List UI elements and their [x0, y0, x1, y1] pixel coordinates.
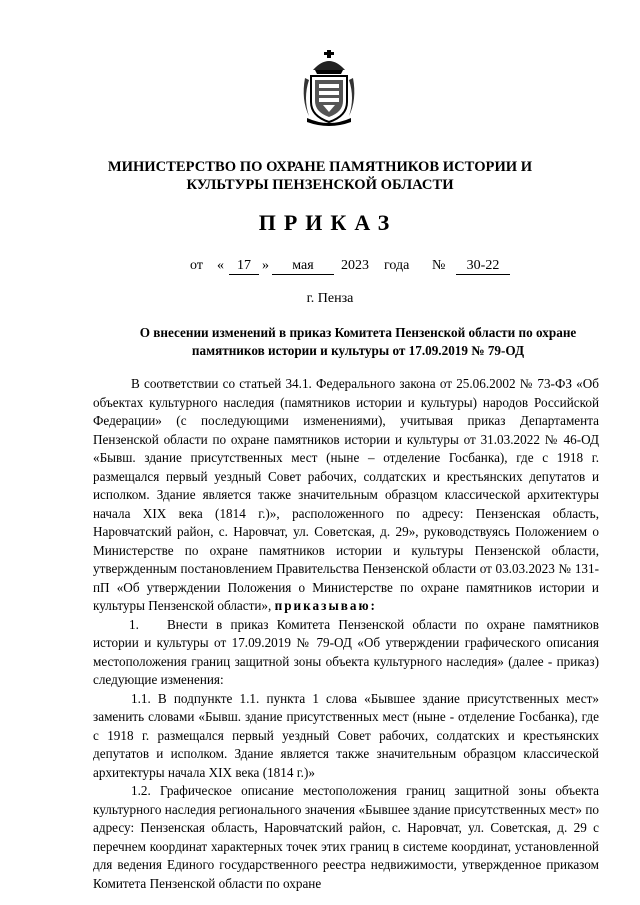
- order-subject: [118, 324, 598, 360]
- ministry-name: [80, 158, 560, 194]
- order-year: 2023: [341, 258, 369, 273]
- year-word: года: [384, 258, 410, 273]
- order-directive: приказываю:: [274, 598, 377, 613]
- city: г. Пенза: [306, 291, 354, 306]
- order-title: ПРИКАЗ: [258, 210, 398, 235]
- order-body: [93, 375, 599, 893]
- date-prefix: от: [190, 258, 203, 273]
- number-sign: №: [432, 258, 446, 273]
- date-quote-close: »: [262, 258, 269, 273]
- ministry-name-line2: КУЛЬТУРЫ ПЕНЗЕНСКОЙ ОБЛАСТИ: [186, 177, 454, 193]
- preamble-paragraph: [93, 375, 599, 616]
- order-number: 30-22: [456, 258, 510, 275]
- order-subject-line1: О внесении изменений в приказ Комитета Пензенской области по охране: [139, 325, 577, 340]
- clause-1-text: Внести в приказ Комитета Пензенской области по охране памятников истории и культуры от 17.09.2019 № 79-ОД «Об утверждении графического описания местоположения границ защитной зоны объекта культурного наследия» (далее - приказ) следующие изменения:: [93, 616, 599, 687]
- clause-1-2: 1.2. Графическое описание местоположения границ защитной зоны объекта культурного наследия регионального значения «Бывшее здание присутственных мест» по адресу: Пензенская область, Наровчатский район, с. Наровчат, ул. Советская, д. 29 с перечнем координат характерных точек этих границ в системе координат, установленной для ведения Единого государственного реестра недвижимости, утвержденное приказом Комитета Пензенской области по охране: [93, 783, 599, 891]
- order-subject-line2: памятников истории и культуры от 17.09.2019 № 79-ОД: [191, 343, 525, 358]
- date-quote-open: «: [217, 258, 224, 273]
- clause-1-1: 1.1. В подпункте 1.1. пункта 1 слова «Бывшее здание присутственных мест» заменить словами «Бывш. здание присутственных мест (ныне - отделение Госбанка), где с 1918 г. размещался первый уездный Совет рабочих, солдатских и крестьянских депутатов и исполком. Здание является также значительным образцом классической архитектуры начала XIX века (1814 г.)»: [93, 690, 599, 780]
- order-date-line: [0, 258, 640, 278]
- ministry-name-line1: МИНИСТЕРСТВО ПО ОХРАНЕ ПАМЯТНИКОВ ИСТОРИИ И: [107, 159, 533, 175]
- preamble-text: В соответствии со статьей 34.1. Федерального закона от 25.06.2002 № 73-ФЗ «Об объектах культурного наследия (памятников истории и культуры) народов Российской Федерации» (с последующими изменениями), учитывая приказ Департамента Пензенской области по охране памятников истории и культуры от 31.03.2022 № 46-ОД «Бывш. здание присутственных мест (ныне – отделение Госбанка), где с 1918 г. размещался первый уездный Совет рабочих, солдатских и крестьянских депутатов и исполком. Здание является также значительным образцом классической архитектуры начала XIX века (1814 г.)», расположенного по адресу: Пензенская область, Наровчатский район, с. Наровчат, ул. Советская, д. 29», руководствуясь Положением о Министерстве по охране памятников истории и культуры Пензенской области, утвержденным постановлением Правительства Пензенской области от 03.03.2023 № 131-пП «Об утверждении Положения о Министерстве по охране памятников истории и культуры Пензенской области»,: [93, 376, 599, 613]
- clause-1-number: 1.: [129, 616, 139, 632]
- penza-region-coat-of-arms-icon: [299, 50, 359, 126]
- order-month: мая: [272, 258, 334, 275]
- order-day: 17: [229, 258, 259, 275]
